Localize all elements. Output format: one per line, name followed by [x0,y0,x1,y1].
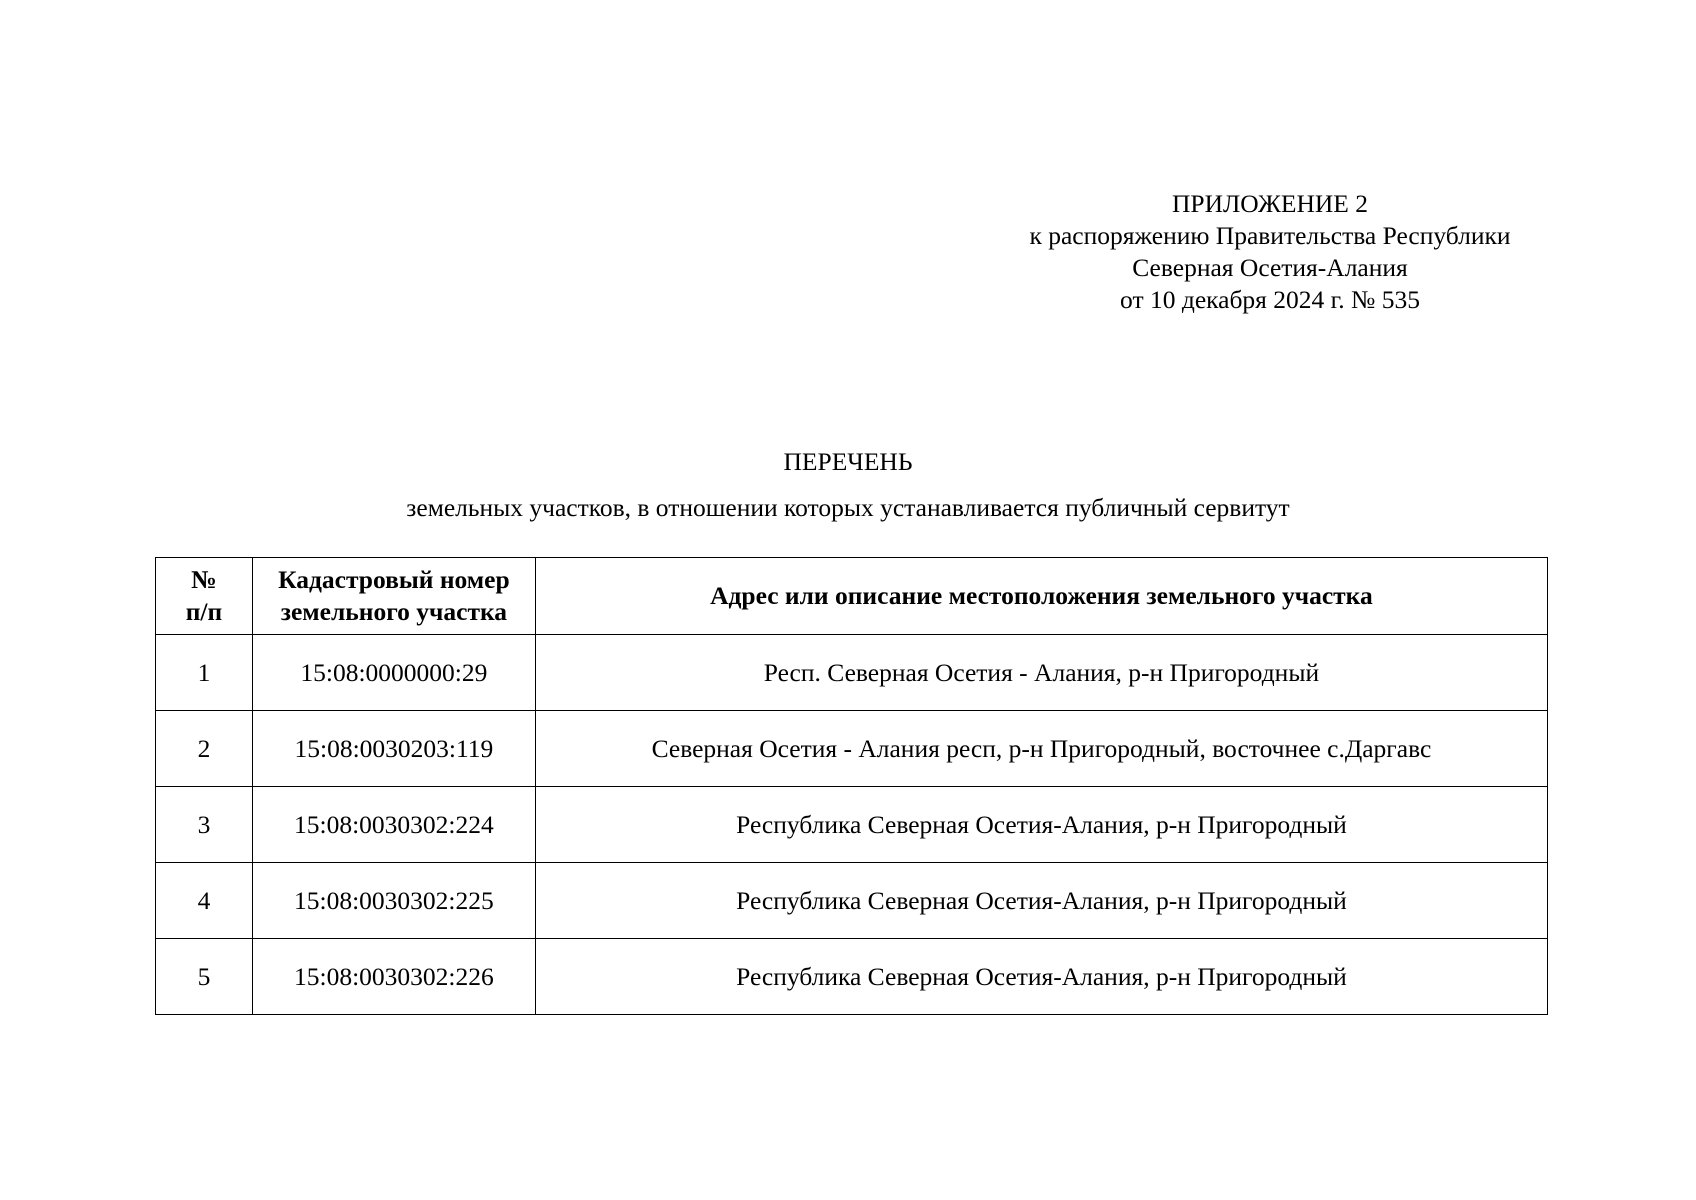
cell-address: Северная Осетия - Алания респ, р-н Пригородный, восточнее с.Даргавс [535,711,1547,787]
cell-address: Республика Северная Осетия-Алания, р-н Пригородный [535,939,1547,1015]
appendix-number: ПРИЛОЖЕНИЕ 2 [1171,189,1369,218]
document-title: ПЕРЕЧЕНЬ [783,447,913,476]
cell-cadastral: 15:08:0030302:224 [252,787,535,863]
header-cadastral-line2: земельного участка [280,597,508,626]
table-row [156,711,1548,787]
header-number-abbr: п/п [185,597,223,626]
cell-cadastral: 15:08:0030203:119 [252,711,535,787]
appendix-date-number: от 10 декабря 2024 г. № 535 [1120,285,1420,314]
cell-number: 5 [156,939,253,1015]
header-number [156,558,253,635]
table-row [156,635,1548,711]
table-row [156,787,1548,863]
cell-cadastral: 15:08:0030302:226 [252,939,535,1015]
cell-cadastral: 15:08:0000000:29 [252,635,535,711]
header-cadastral [252,558,535,635]
cell-address: Республика Северная Осетия-Алания, р-н Пригородный [535,863,1547,939]
cell-cadastral: 15:08:0030302:225 [252,863,535,939]
cell-number: 2 [156,711,253,787]
table-header-row [156,558,1548,635]
land-plots-table [155,557,1548,1015]
document-subtitle: земельных участков, в отношении которых устанавливается публичный сервитут [406,493,1290,522]
appendix-republic: Северная Осетия-Алания [1132,253,1408,282]
header-address: Адрес или описание местоположения земельного участка [535,558,1547,635]
header-number-symbol: № [191,565,217,594]
table-row [156,939,1548,1015]
cell-number: 1 [156,635,253,711]
cell-number: 4 [156,863,253,939]
cell-address: Республика Северная Осетия-Алания, р-н Пригородный [535,787,1547,863]
cell-address: Респ. Северная Осетия - Алания, р-н Пригородный [535,635,1547,711]
appendix-reference: к распоряжению Правительства Республики [1029,221,1511,250]
cell-number: 3 [156,787,253,863]
appendix-header [990,188,1550,316]
header-cadastral-line1: Кадастровый номер [278,565,510,594]
table-row [156,863,1548,939]
